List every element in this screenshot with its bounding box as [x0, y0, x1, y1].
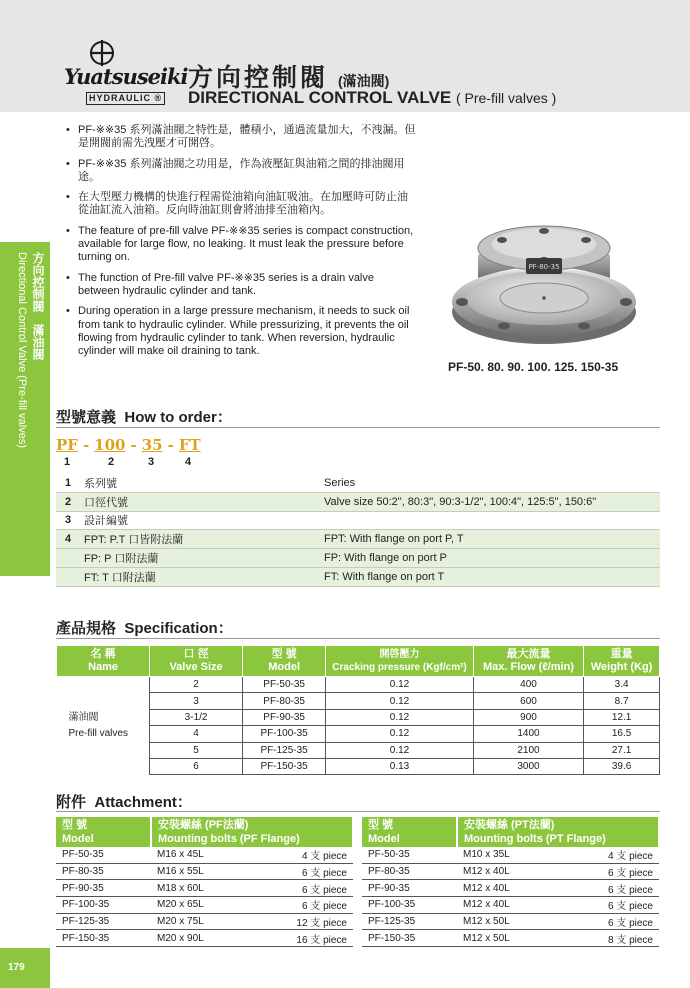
company-logo	[64, 40, 188, 106]
order-row: FT: T 口附法蘭 FT: With flange on port T	[56, 567, 660, 586]
title-zh-sub: (滿油閥)	[337, 73, 390, 89]
brand-sub: HYDRAULIC ®	[86, 92, 165, 105]
title-en-sub: ( Pre-fill valves )	[455, 90, 557, 106]
spec-heading: 產品規格 Specification：	[56, 620, 233, 637]
product-image	[444, 200, 644, 345]
spec-col-model: 型 號 Model	[242, 646, 325, 677]
att-col-model: 型 號 Model	[362, 817, 457, 847]
order-table	[56, 474, 660, 587]
attachment-heading: 附件 Attachment：	[56, 794, 192, 811]
attachment-table-pt	[362, 817, 660, 947]
spec-col-flow: 最大流量 Max. Flow (ℓ/min)	[473, 646, 583, 677]
order-row: 3 設計編號	[56, 511, 660, 530]
order-row: 1 系列號 Series	[56, 474, 660, 492]
spec-row: 3 PF-80-35 0.12 600 8.7	[57, 693, 660, 709]
side-tab-en: Directional Control Valve (Pre-fill valves)	[16, 252, 28, 449]
spec-row: 4 PF-100-35 0.12 1400 16.5	[57, 726, 660, 742]
spec-table	[56, 645, 660, 775]
attachment-row: PF-50-35 M10 x 35L 4 支 piece	[362, 847, 659, 863]
attachment-row: PF-125-35 M12 x 50L 6 支 piece	[362, 913, 659, 930]
spec-name-cell: 滿油閥 Pre-fill valves	[68, 711, 128, 739]
intro-item: • PF-※※35 系列滿油閥之功用是，作為液壓缸與油箱之間的排油閥用途。	[64, 158, 416, 185]
spec-header-row	[57, 646, 660, 677]
logo-mark-icon	[89, 40, 115, 66]
att-col-bolts: 安裝螺絲 (PF法蘭) Mounting bolts (PF Flange)	[151, 817, 353, 847]
attachment-row: PF-125-35 M20 x 75L 12 支 piece	[56, 913, 353, 930]
spec-col-size: 口 徑 Valve Size	[150, 646, 243, 677]
intro-item: • PF-※※35 系列滿油閥之特性是，體積小，通過流量加大，不洩漏。但是開閥前需先洩壓才可開啓。	[64, 124, 416, 151]
code-index: 3	[148, 456, 155, 468]
page-number: 179	[8, 962, 25, 973]
code-index: 2	[108, 456, 115, 468]
attachment-divider	[56, 811, 660, 812]
order-heading: 型號意義 How to order：	[56, 409, 232, 426]
brand-name: Yuatsuseiki	[64, 64, 188, 89]
intro-item: • 在大型壓力機構的快進行程需從油箱向油缸吸油。在加壓時可防止油從油缸流入油箱。反向時油缸則會將油排至油箱內。	[64, 191, 416, 218]
attachment-header-row	[362, 817, 659, 847]
spec-col-name: 名 稱 Name	[57, 646, 150, 677]
spec-col-pressure: 開啓壓力 Cracking pressure (Kgf/cm²)	[326, 646, 473, 677]
order-row: 2 口徑代號 Valve size 50:2", 80:3", 90:3-1/2", 100:4", 125:5", 150:6"	[56, 492, 660, 511]
model-code: PF - 100 - 35 - FT	[56, 436, 201, 454]
attachment-row: PF-150-35 M20 x 90L 16 支 piece	[56, 930, 353, 947]
spec-divider	[56, 638, 660, 639]
intro-item: • During operation in a large pressure mechanism, it needs to suck oil from tank to hydraulic cylinder. While pressurizing, it prevents the oil flowing from hydraulic cylinder to tank. When reversion, hydraulic cylinder will make oil draining to tank.	[64, 305, 416, 358]
attachment-table-pf	[56, 817, 354, 947]
attachment-row: PF-80-35 M12 x 40L 6 支 piece	[362, 863, 659, 880]
intro-item: • The function of Pre-fill valve PF-※※35 series is a drain valve between hydraulic cylinder and tank.	[64, 272, 416, 299]
attachment-row: PF-100-35 M20 x 65L 6 支 piece	[56, 897, 353, 914]
order-row: FP: P 口附法蘭 FP: With flange on port P	[56, 549, 660, 568]
attachment-row: PF-150-35 M12 x 50L 8 支 piece	[362, 930, 659, 947]
attachment-row: PF-90-35 M12 x 40L 6 支 piece	[362, 880, 659, 897]
intro-list	[64, 124, 416, 365]
order-row: 4 FPT: P.T 口皆附法蘭 FPT: With flange on port P, T	[56, 530, 660, 549]
page-header	[0, 0, 690, 112]
side-tab-zh: 方向控制閥 滿油閥	[31, 252, 45, 360]
attachment-header-row	[56, 817, 353, 847]
code-index: 1	[64, 456, 71, 468]
code-index: 4	[185, 456, 192, 468]
spec-row: 6 PF-150-35 0.13 3000 39.6	[57, 758, 660, 774]
title-en: DIRECTIONAL CONTROL VALVE ( Pre-fill valves )	[188, 88, 557, 107]
attachment-row: PF-50-35 M16 x 45L 4 支 piece	[56, 847, 353, 863]
section-side-tab	[0, 242, 50, 576]
spec-row: 滿油閥 Pre-fill valves 2 PF-50-35 0.12 400 3.4	[57, 677, 660, 693]
attachment-row: PF-100-35 M12 x 40L 6 支 piece	[362, 897, 659, 914]
att-col-bolts: 安裝螺絲 (PT法蘭) Mounting bolts (PT Flange)	[457, 817, 659, 847]
page-number-box	[0, 948, 50, 988]
title-zh: 方向控制閥 (滿油閥)	[188, 64, 390, 92]
spec-row: 5 PF-125-35 0.12 2100 27.1	[57, 742, 660, 758]
intro-item: • The feature of pre-fill valve PF-※※35 series is compact construction, available for large flow, no leaking. It must leak the pressure before turning on.	[64, 225, 416, 265]
attachment-row: PF-80-35 M16 x 55L 6 支 piece	[56, 863, 353, 880]
spec-col-weight: 重量 Weight (Kg)	[584, 646, 660, 677]
att-col-model: 型 號 Model	[56, 817, 151, 847]
product-caption: PF-50. 80. 90. 100. 125. 150-35	[448, 360, 619, 374]
attachment-row: PF-90-35 M18 x 60L 6 支 piece	[56, 880, 353, 897]
nameplate-label: PF-80-35	[528, 263, 560, 271]
order-divider	[56, 427, 660, 428]
spec-row: 3-1/2 PF-90-35 0.12 900 12.1	[57, 709, 660, 725]
